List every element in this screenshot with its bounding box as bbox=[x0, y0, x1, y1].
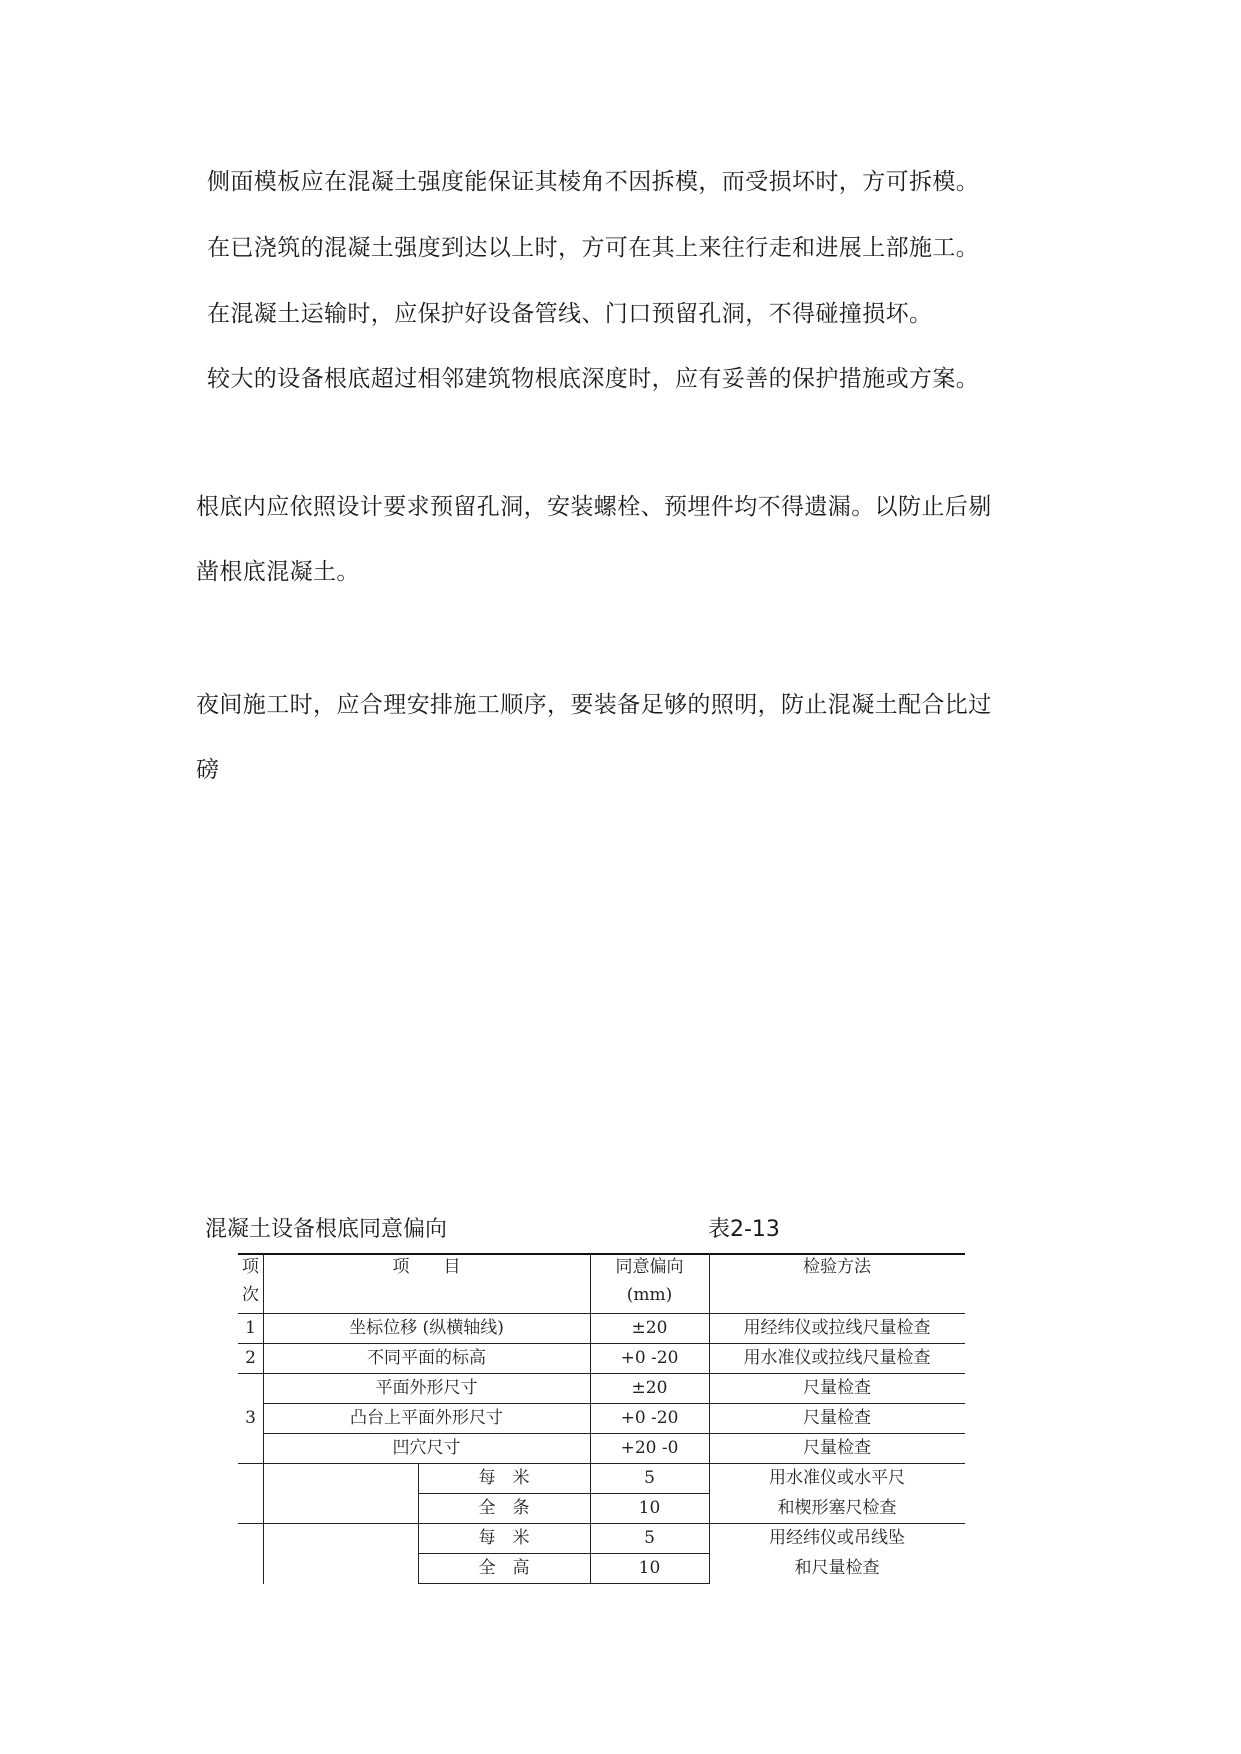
paragraph-night-work: 夜间施工时，应合理安排施工顺序，要装备足够的照明，防止混凝土配合比过 bbox=[196, 692, 992, 718]
paragraph-concrete-transport: 在混凝土运输时，应保护好设备管线、门口预留孔洞，不得碰撞损坏。 bbox=[207, 301, 933, 327]
row-method: 用经纬仪或拉线尺量检查 bbox=[743, 1318, 931, 1338]
row-tolerance: +20 -0 bbox=[620, 1438, 679, 1458]
table-caption: 混凝土设备根底同意偏向 bbox=[205, 1217, 448, 1242]
row-separator bbox=[238, 1313, 965, 1314]
row-separator bbox=[418, 1493, 710, 1494]
row-method: 尺量检查 bbox=[803, 1408, 871, 1428]
row-method: 和楔形塞尺检查 bbox=[777, 1498, 897, 1518]
row-method: 用经纬仪或吊线坠 bbox=[769, 1528, 905, 1548]
row-method: 和尺量检查 bbox=[794, 1558, 880, 1578]
row-method: 尺量检查 bbox=[803, 1378, 871, 1398]
row-item: 凸台上平面外形尺寸 bbox=[350, 1408, 503, 1428]
row-item: 平面外形尺寸 bbox=[375, 1378, 478, 1398]
row-seq: 2 bbox=[245, 1348, 256, 1368]
row-seq: 3 bbox=[245, 1408, 256, 1428]
header-tolerance: 同意偏向 bbox=[615, 1257, 684, 1277]
row-item: 每 米 bbox=[478, 1528, 530, 1548]
row-separator bbox=[263, 1433, 965, 1434]
row-separator bbox=[238, 1343, 965, 1344]
header-item: 项 目 bbox=[392, 1257, 461, 1277]
row-tolerance: 5 bbox=[644, 1468, 655, 1488]
header-seq-1: 项 bbox=[242, 1257, 259, 1277]
row-tolerance: 10 bbox=[638, 1498, 661, 1518]
row-tolerance: 5 bbox=[644, 1528, 655, 1548]
table-number: 表2-13 bbox=[708, 1217, 780, 1242]
row-tolerance: ±20 bbox=[631, 1378, 668, 1398]
row-separator bbox=[418, 1553, 710, 1554]
row-item: 全 条 bbox=[478, 1498, 530, 1518]
row-separator bbox=[238, 1373, 965, 1374]
row-tolerance: +0 -20 bbox=[620, 1408, 679, 1428]
header-method: 检验方法 bbox=[803, 1257, 871, 1277]
header-seq-2: 次 bbox=[242, 1285, 259, 1305]
row-item: 坐标位移 (纵横轴线) bbox=[349, 1318, 504, 1338]
row-separator bbox=[238, 1523, 965, 1524]
paragraph-foundation-depth: 较大的设备根底超过相邻建筑物根底深度时，应有妥善的保护措施或方案。 bbox=[207, 366, 980, 392]
paragraph-reserved-holes: 根底内应依照设计要求预留孔洞，安装螺栓、预埋件均不得遗漏。以防止后剔 bbox=[196, 494, 992, 520]
row-tolerance: +0 -20 bbox=[620, 1348, 679, 1368]
paragraph-night-work-cont: 磅 bbox=[196, 757, 220, 783]
row-separator bbox=[263, 1403, 965, 1404]
row-tolerance: ±20 bbox=[631, 1318, 668, 1338]
row-method: 用水准仪或水平尺 bbox=[769, 1468, 905, 1488]
table-bottom-rule bbox=[418, 1583, 710, 1584]
row-method: 尺量检查 bbox=[803, 1438, 871, 1458]
row-seq: 1 bbox=[245, 1318, 256, 1338]
paragraph-formwork-removal: 侧面模板应在混凝土强度能保证其棱角不因拆模，而受损坏时，方可拆模。 bbox=[207, 169, 980, 195]
paragraph-concrete-strength: 在已浇筑的混凝土强度到达以上时，方可在其上来往行走和进展上部施工。 bbox=[207, 235, 980, 261]
row-tolerance: 10 bbox=[638, 1558, 661, 1578]
row-item: 每 米 bbox=[478, 1468, 530, 1488]
row-item: 不同平面的标高 bbox=[367, 1348, 486, 1368]
table-top-rule bbox=[238, 1253, 965, 1255]
row-method: 用水准仪或拉线尺量检查 bbox=[743, 1348, 931, 1368]
row-separator bbox=[238, 1463, 965, 1464]
header-tolerance-unit: (mm) bbox=[626, 1285, 673, 1305]
row-item: 全 高 bbox=[478, 1558, 530, 1578]
row-item: 凹穴尺寸 bbox=[392, 1438, 461, 1458]
paragraph-reserved-holes-cont: 凿根底混凝土。 bbox=[196, 559, 360, 585]
